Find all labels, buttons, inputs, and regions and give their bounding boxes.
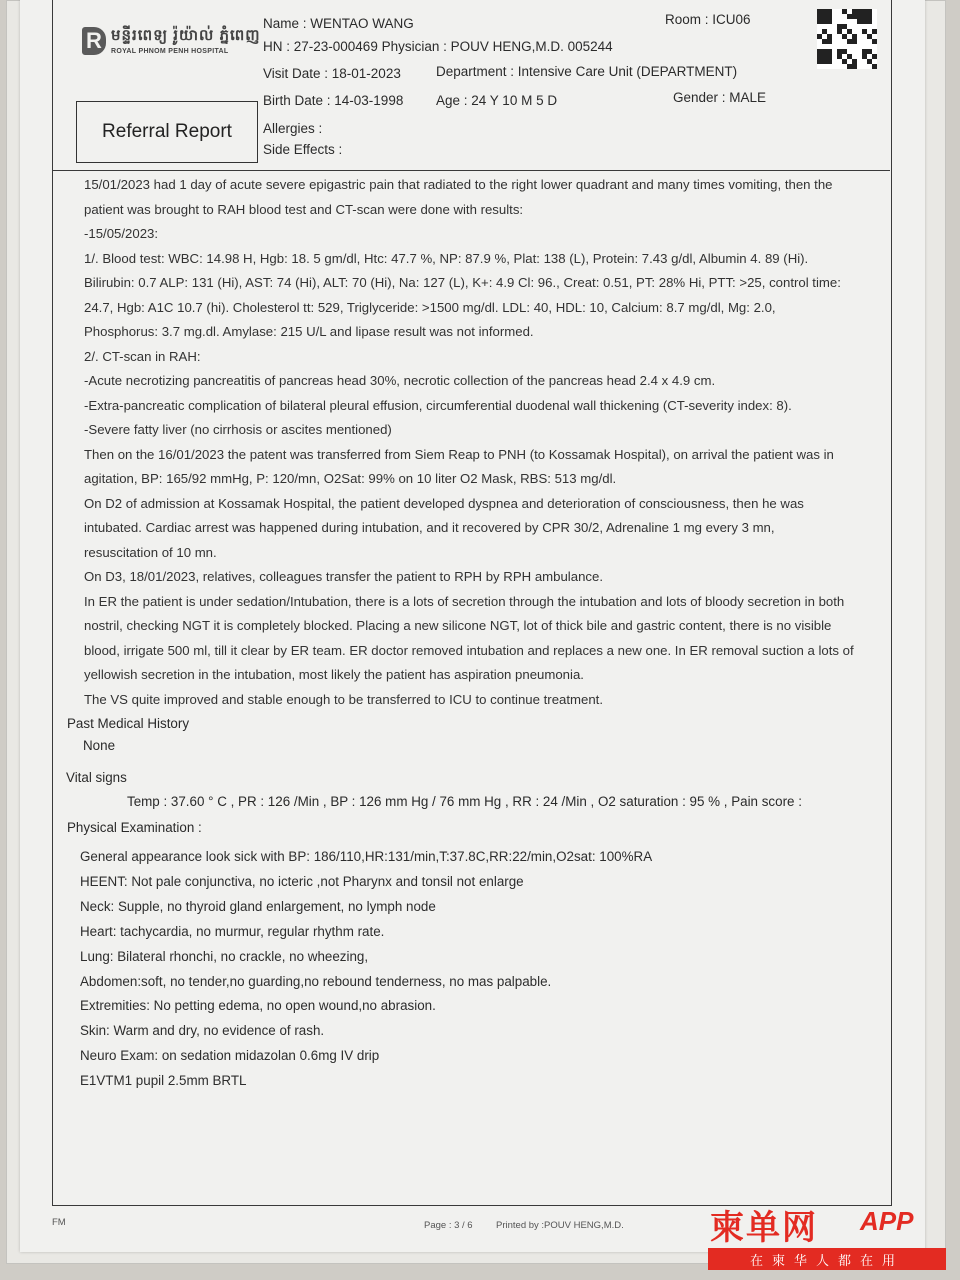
- history-of-present-illness: [84, 173, 896, 712]
- physical-exam-line: Abdomen:soft, no tender,no guarding,no rebound tenderness, no mas palpable.: [80, 973, 552, 989]
- app-watermark: [700, 1200, 950, 1272]
- physical-exam-line: HEENT: Not pale conjunctiva, no icteric ,not Pharynx and tonsil not enlarge: [80, 873, 524, 889]
- report-title: Referral Report: [76, 101, 258, 163]
- history-line: agitation, BP: 165/92 mmHg, P: 120/mn, O2Sat: 99% on 10 liter O2 Mask, RBS: 513 mg/dl.: [84, 471, 617, 486]
- past-medical-history-label: Past Medical History: [67, 716, 190, 731]
- side-effects: Side Effects :: [263, 142, 343, 157]
- physical-exam-line: Lung: Bilateral rhonchi, no crackle, no wheezing,: [80, 948, 369, 964]
- patient-room: Room : ICU06: [665, 12, 751, 27]
- history-line: Phosphorus: 3.7 mg.dl. Amylase: 215 U/L and lipase result was not informed.: [84, 324, 534, 339]
- vital-signs-label: Vital signs: [66, 770, 127, 785]
- history-line: -Extra-pancreatic complication of bilateral pleural effusion, circumferential duodenal wall thickening (CT-severity index: 8).: [84, 397, 792, 413]
- physical-exam-line: E1VTM1 pupil 2.5mm BRTL: [80, 1073, 247, 1089]
- history-line: blood, irrigate 500 ml, till it clear by ER team. ER doctor removed intubation and replaces a new one. In ER removal suction a lots of: [84, 642, 854, 658]
- physical-exam-findings: [80, 845, 652, 1094]
- physical-exam-line: Neck: Supple, no thyroid gland enlargement, no lymph node: [80, 898, 436, 914]
- patient-hn-physician: HN : 27-23-000469 Physician : POUV HENG,M.D. 005244: [263, 39, 613, 54]
- history-line: resuscitation of 10 mn.: [84, 544, 217, 560]
- history-line: -Acute necrotizing pancreatitis of pancreas head 30%, necrotic collection of the pancreas head 2.4 x 4.9 cm.: [84, 373, 716, 388]
- department: Department : Intensive Care Unit (DEPARTMENT): [436, 64, 738, 79]
- watermark-app: APP: [860, 1206, 914, 1236]
- qr-code-icon: [817, 9, 877, 69]
- history-line: The VS quite improved and stable enough to be transferred to ICU to continue treatment.: [84, 691, 604, 707]
- allergies: Allergies :: [263, 121, 323, 136]
- watermark-brand: 柬单网: [710, 1209, 818, 1247]
- footer-form-code: FM: [52, 1217, 66, 1228]
- birth-date: Birth Date : 14-03-1998: [263, 93, 404, 108]
- physical-exam-line: Heart: tachycardia, no murmur, regular rhythm rate.: [80, 923, 385, 939]
- patient-name: Name : WENTAO WANG: [263, 16, 414, 31]
- physical-exam-line: General appearance look sick with BP: 186/110,HR:131/min,T:37.8C,RR:22/min,O2sat: 100%RA: [80, 849, 653, 864]
- history-line: -15/05/2023:: [84, 226, 159, 241]
- physical-exam-line: Extremities: No petting edema, no open wound,no abrasion.: [80, 998, 436, 1014]
- history-line: 1/. Blood test: WBC: 14.98 H, Hgb: 18. 5 gm/dl, Htc: 47.7 %, NP: 87.9 %, Plat: 138 (L), Protein: 7.43 g/dl, Albumin 4. 89 (Hi).: [84, 250, 809, 266]
- physical-exam-line: Neuro Exam: on sedation midazolan 0.6mg IV drip: [80, 1048, 380, 1064]
- past-medical-history-value: None: [83, 738, 116, 753]
- watermark-slogan: 在柬华人都在用: [708, 1248, 946, 1270]
- hospital-logo: [82, 26, 261, 55]
- history-line: In ER the patient is under sedation/Intubation, there is a lots of secretion through the intubation and lots of bloody secretion in both: [84, 593, 845, 609]
- history-line: yellowish secretion in the intubation, most likely the patient has aspiration pneumonia.: [84, 667, 584, 682]
- patient-age: Age : 24 Y 10 M 5 D: [436, 93, 558, 108]
- history-line: On D2 of admission at Kossamak Hospital, the patient developed dyspnea and deterioration of consciousness, then he was: [84, 495, 804, 511]
- history-line: intubated. Cardiac arrest was happened during intubation, and it recovered by CPR 30/2, Adrenaline 1 mg every 3 mn,: [84, 520, 775, 535]
- header-divider: [52, 170, 890, 171]
- history-line: -Severe fatty liver (no cirrhosis or ascites mentioned): [84, 422, 392, 437]
- history-line: nostril, checking NGT it is completely blocked. Placing a new silicone NGT, lot of thick bile and gastric content, there is no visible: [84, 618, 832, 633]
- history-line: 24.7, Hgb: A1C 10.7 (hi). Cholesterol tt: 529, Triglyceride: >1500 mg/dl. LDL: 40, HDL: 10, Calcium: 8.7 mg/dl, Mg: 2.0,: [84, 299, 776, 315]
- vital-signs-value: Temp : 37.60 ° C , PR : 126 /Min , BP : 126 mm Hg / 76 mm Hg , RR : 24 /Min , O2 saturation : 95 % , Pain score :: [127, 794, 802, 809]
- history-line: On D3, 18/01/2023, relatives, colleagues transfer the patient to RPH by RPH ambulance.: [84, 569, 603, 584]
- footer-page-number: Page : 3 / 6: [424, 1220, 473, 1231]
- history-line: Then on the 16/01/2023 the patent was transferred from Siem Reap to PNH (to Kossamak Hospital), on arrival the patient was in: [84, 446, 834, 462]
- physical-exam-label: Physical Examination :: [67, 820, 202, 835]
- hospital-name-english: ROYAL PHNOM PENH HOSPITAL: [111, 48, 229, 55]
- footer-printed-by: Printed by :POUV HENG,M.D.: [496, 1220, 624, 1231]
- history-line: 15/01/2023 had 1 day of acute severe epigastric pain that radiated to the right lower quadrant and many times vomiting, then the: [84, 177, 833, 192]
- history-line: 2/. CT-scan in RAH:: [84, 348, 201, 364]
- history-line: Bilirubin: 0.7 ALP: 131 (Hi), AST: 74 (Hi), ALT: 70 (Hi), Na: 127 (L), K+: 4.9 Cl: 96., Creat: 0.51, PT: 28% Hi, PTT: >25, control time:: [84, 275, 841, 290]
- hospital-logo-icon: R: [82, 27, 106, 55]
- physical-exam-line: Skin: Warm and dry, no evidence of rash.: [80, 1023, 325, 1039]
- patient-gender: Gender : MALE: [673, 90, 767, 105]
- history-line: patient was brought to RAH blood test and CT-scan were done with results:: [84, 201, 524, 217]
- hospital-name-khmer: មន្ទីរពេទ្យ រ៉ូយ៉ាល់ ភ្នំពេញ: [111, 27, 261, 44]
- visit-date: Visit Date : 18-01-2023: [263, 66, 401, 81]
